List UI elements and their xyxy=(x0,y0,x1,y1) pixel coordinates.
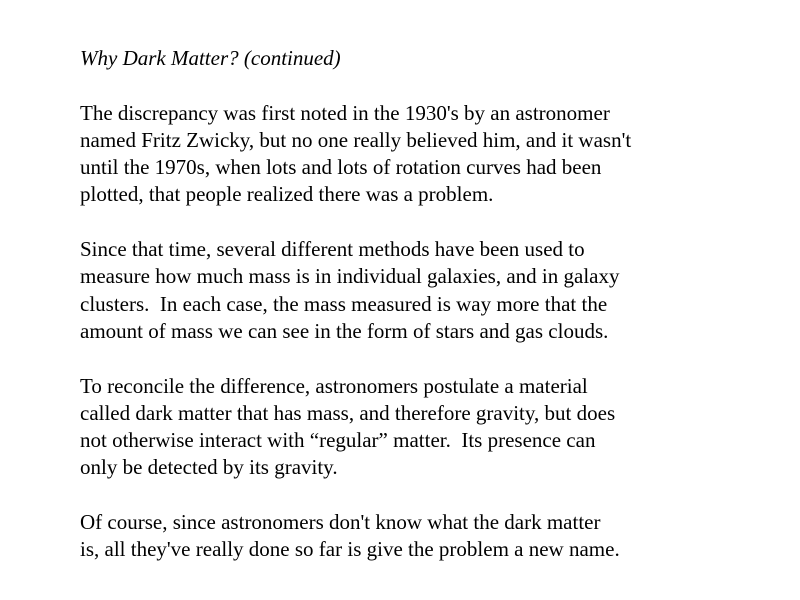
paragraph-line: Since that time, several different methods have been used to xyxy=(80,237,585,262)
paragraph-zwicky xyxy=(80,100,780,209)
paragraph-line: only be detected by its gravity. xyxy=(80,455,338,480)
paragraph-conclusion xyxy=(80,509,780,564)
paragraph-line: amount of mass we can see in the form of stars and gas clouds. xyxy=(80,318,609,343)
paragraph-line: The discrepancy was first noted in the 1930's by an astronomer xyxy=(80,100,610,125)
paragraph-line: not otherwise interact with “regular” matter. Its presence can xyxy=(80,428,596,453)
slide-content xyxy=(80,45,780,564)
paragraph-line: clusters. In each case, the mass measured is way more that the xyxy=(80,291,608,316)
paragraph-line: is, all they've really done so far is give the problem a new name. xyxy=(80,537,620,562)
paragraph-line: named Fritz Zwicky, but no one really believed him, and it wasn't xyxy=(80,127,632,152)
paragraph-line: measure how much mass is in individual galaxies, and in galaxy xyxy=(80,264,620,289)
paragraph-line: To reconcile the difference, astronomers postulate a material xyxy=(80,373,588,398)
paragraph-line: Of course, since astronomers don't know what the dark matter xyxy=(80,510,601,535)
slide-title: Why Dark Matter? (continued) xyxy=(80,46,341,70)
paragraph-reconcile xyxy=(80,373,780,482)
paragraph-line: called dark matter that has mass, and therefore gravity, but does xyxy=(80,400,616,425)
paragraph-methods xyxy=(80,236,780,345)
paragraph-line: until the 1970s, when lots and lots of rotation curves had been xyxy=(80,155,602,180)
paragraph-line: plotted, that people realized there was a problem. xyxy=(80,182,494,207)
